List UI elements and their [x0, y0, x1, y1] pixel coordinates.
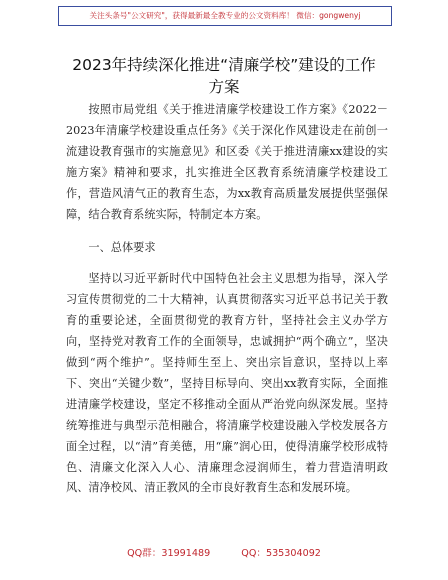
- intro-paragraph: 按照市局党组《关于推进清廉学校建设工作方案》《2022－2023年清廉学校建设重点任务》《关于深化作风建设走在前创一流建设教育强市的实施意见》和区委《关于推进清廉xx建设的实施方案》精神和要求，扎实推进全区教育系统清廉学校建设工作，营造风清气正的教育生态，为xx教育高质量发展提供坚强保障，结合教育系统实际，特制定本方案。: [66, 103, 388, 221]
- qq-group-text: QQ群：31991489: [127, 548, 211, 559]
- section-heading: 一、总体要求: [88, 241, 156, 255]
- title-line-1: 2023年持续深化推进“清廉学校”建设的工作: [72, 56, 376, 74]
- document-body: [66, 100, 388, 499]
- section-paragraph: 坚持以习近平新时代中国特色社会主义思想为指导，深入学习宣传贯彻党的二十大精神，认真贯彻落实习近平总书记关于教育的重要论述，全面贯彻党的教育方针，坚持社会主义办学方向，坚持党对教育工作的全面领导，忠诚拥护“两个确立”，坚决做到“两个维护”。坚持师生至上、突出宗旨意识，坚持以上率下、突出“关键少数”，坚持目标导向、突出xx教育实际，全面推进清廉学校建设，坚定不移推动全面从严治党向纵深发展。坚持统筹推进与典型示范相融合，将清廉学校建设融入学校发展各方面全过程，以“清”育美德，用“廉”润心田，使得清廉学校形成特色、清廉文化深入人心、清廉理念浸润师生，着力营造清明政风、清净校风、清正教风的全市良好教育生态和发展环境。: [66, 272, 388, 495]
- promo-banner: 关注头条号"公文研究"，获得最新最全教专业的公文资料库！ 微信：gongwenyj: [58, 6, 392, 26]
- contact-footer: [0, 545, 448, 559]
- document-title: [40, 54, 408, 98]
- qq-text: QQ：535304092: [241, 548, 321, 559]
- title-line-2: 方案: [208, 78, 240, 96]
